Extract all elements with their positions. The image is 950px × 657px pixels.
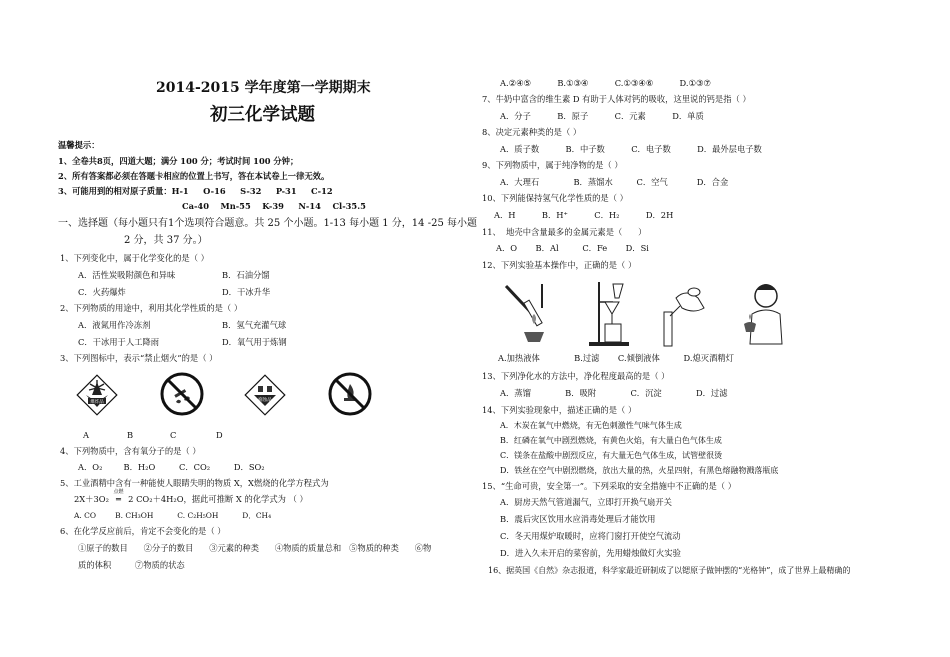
q5-stem: 5、工业酒精中含有一种能使人眼睛失明的物质 X，X燃烧的化学方程式为	[60, 478, 329, 488]
pouring-liquid-illustration	[658, 284, 714, 348]
q14-option-d: D．铁丝在空气中剧烈燃烧，放出大量的热，火星四射，有黑色熔融物溅落瓶底	[500, 466, 779, 475]
q4-options: A．O₂ B．H₂O C．CO₂ D．SO₂	[78, 462, 265, 472]
tips-heading: 温馨提示：	[58, 140, 100, 150]
q2-option-a: A．液氮用作冷冻剂	[78, 320, 151, 330]
q2-option-d: D．氧气用于炼钢	[222, 337, 287, 347]
q14-option-a: A．木炭在氧气中燃烧，有无色刺激性气味气体生成	[500, 421, 682, 430]
tip-3: 3、可能用到的相对原子质量：H-1 O-16 S-32 P-31 C-12	[58, 186, 333, 196]
section-1-heading-cont: 2 分，共 37 分。）	[124, 235, 208, 246]
q3-label-d: D	[216, 430, 223, 440]
q5-eq-right: 2 CO₂＋4H₂O，据此可推断 X 的化学式为 （ ）	[128, 494, 308, 504]
heating-liquid-illustration	[500, 280, 562, 346]
q4-stem: 4、下列物质中，含有氧分子的是（ ）	[60, 446, 201, 456]
q8-options: A．质子数 B．中子数 C．电子数 D．最外层电子数	[500, 144, 762, 154]
exam-year-title: 2014-2015 学年度第一学期期末	[156, 80, 371, 96]
q15-option-b: B．震后灾区饮用水应消毒处理后才能饮用	[500, 514, 656, 524]
q14-option-b: B．红磷在氧气中剧烈燃烧，有黄色火焰，有大量白色气体生成	[500, 436, 722, 445]
q15-stem: 15、“生命可贵，安全第一”。下列采取的安全措施中不正确的是（ ）	[482, 481, 736, 491]
filtration-illustration	[583, 280, 633, 348]
q2-stem: 2、下列物质的用途中，利用其化学性质的是（ ）	[60, 303, 243, 313]
extinguish-lamp-illustration	[738, 280, 794, 348]
section-1-heading: 一、选择题（每小题只有1个选项符合题意。共 25 个小题。1-13 每小题 1 分，14 -25 每小题	[58, 218, 477, 229]
q10-options: A．H B．H⁺ C．H₂ D．2H	[494, 210, 674, 220]
q14-option-c: C．镁条在盐酸中剧烈反应，有大量无色气体生成，试管壁很烫	[500, 451, 723, 460]
q3-label-c: C	[170, 430, 177, 440]
q6-items-1: ①原子的数目 ②分子的数目 ③元素的种类 ④物质的质量总和 ⑤物质的种类 ⑥物	[78, 543, 432, 553]
q15-option-d: D．进入久未开启的菜窖前，先用蜡烛做灯火实验	[500, 548, 681, 558]
q1-stem: 1、下列变化中，属于化学变化的是（ ）	[60, 253, 209, 263]
q2-option-b: B．氢气充灌气球	[222, 320, 287, 330]
q6-stem: 6、在化学反应前后，肯定不会变化的是（ ）	[60, 526, 226, 536]
corrosive-icon-label: 腐蚀品	[258, 398, 272, 403]
q12-stem: 12、下列实验基本操作中，正确的是（ ）	[482, 260, 637, 270]
corrosive-hazard-icon	[244, 374, 286, 416]
q6-answer-options: A.②④⑤ B.①③④ C.①③④⑥ D.①③⑦	[500, 78, 711, 88]
q5-equation	[74, 489, 308, 505]
q1-option-a: A．活性炭吸附颜色和异味	[78, 270, 176, 280]
q9-options: A．大理石 B．蒸馏水 C．空气 D．合金	[500, 177, 729, 187]
q1-option-c: C．火药爆炸	[78, 287, 126, 297]
q7-stem: 7、牛奶中富含的维生素 D 有助于人体对钙的吸收，这里说的钙是指（ ）	[482, 94, 751, 104]
explosive-icon-label: 爆炸品	[90, 400, 104, 405]
exam-subject-title: 初三化学试题	[210, 105, 315, 125]
q5-eq-condition: 点燃	[113, 489, 124, 495]
q3-label-a: A	[83, 430, 89, 440]
tip-4: Ca-40 Mn-55 K-39 N-14 Cl-35.5	[182, 201, 366, 211]
q9-stem: 9、下列物质中，属于纯净物的是（ ）	[482, 160, 623, 170]
q8-stem: 8、决定元素种类的是（ ）	[482, 127, 582, 137]
explosive-hazard-icon	[76, 374, 118, 416]
q16-stem: 16、据英国《自然》杂志报道，科学家最近研制成了以锶原子做钟摆的“光格钟”，成了世界上最精确的	[488, 566, 851, 575]
q6-items-2: 质的体积 ⑦物质的状态	[78, 560, 185, 570]
q11-options: A．O B．Al C．Fe D．Si	[496, 243, 649, 253]
prohibition-circle-icon-b	[160, 372, 204, 416]
q13-stem: 13、下列净化水的方法中，净化程度最高的是（ ）	[482, 371, 670, 381]
tip-1: 1、全卷共8页，四道大题；满分 100 分；考试时间 100 分钟；	[58, 156, 299, 166]
q12-labels: A.加热液体 B.过滤 C.倾倒液体 D.熄灭酒精灯	[498, 353, 734, 363]
q5-eq-left: 2X＋3O₂	[74, 494, 109, 504]
q3-stem: 3、下列图标中，表示“禁止烟火”的是（ ）	[60, 353, 218, 363]
q2-option-c: C．干冰用于人工降雨	[78, 337, 160, 347]
q7-options: A．分子 B．原子 C．元素 D．单质	[500, 111, 704, 121]
q1-option-d: D．干冰升华	[222, 287, 271, 297]
q14-stem: 14、下列实验现象中，描述正确的是（ ）	[482, 405, 637, 415]
q15-option-a: A．厨房天然气管道漏气，立即打开换气扇开关	[500, 497, 672, 507]
q5-eq-arrow: 点燃 ═	[113, 489, 124, 504]
q10-stem: 10、下列能保持氢气化学性质的是（ ）	[482, 193, 628, 203]
q15-option-c: C．冬天用煤炉取暖时，应将门窗打开使空气流动	[500, 531, 681, 541]
tip-2: 2、所有答案都必须在答题卡相应的位置上书写，答在本试卷上一律无效。	[58, 171, 330, 181]
q1-option-b: B．石油分馏	[222, 270, 270, 280]
q11-stem: 11、 地壳中含量最多的金属元素是（ ）	[482, 227, 647, 237]
q5-options: A. CO B. CH₃OH C. C₂H₅OH D．CH₄	[74, 511, 272, 520]
q3-label-b: B	[127, 430, 134, 440]
q13-options: A．蒸馏 B．吸附 C．沉淀 D．过滤	[500, 388, 728, 398]
no-fire-icon	[328, 372, 372, 416]
